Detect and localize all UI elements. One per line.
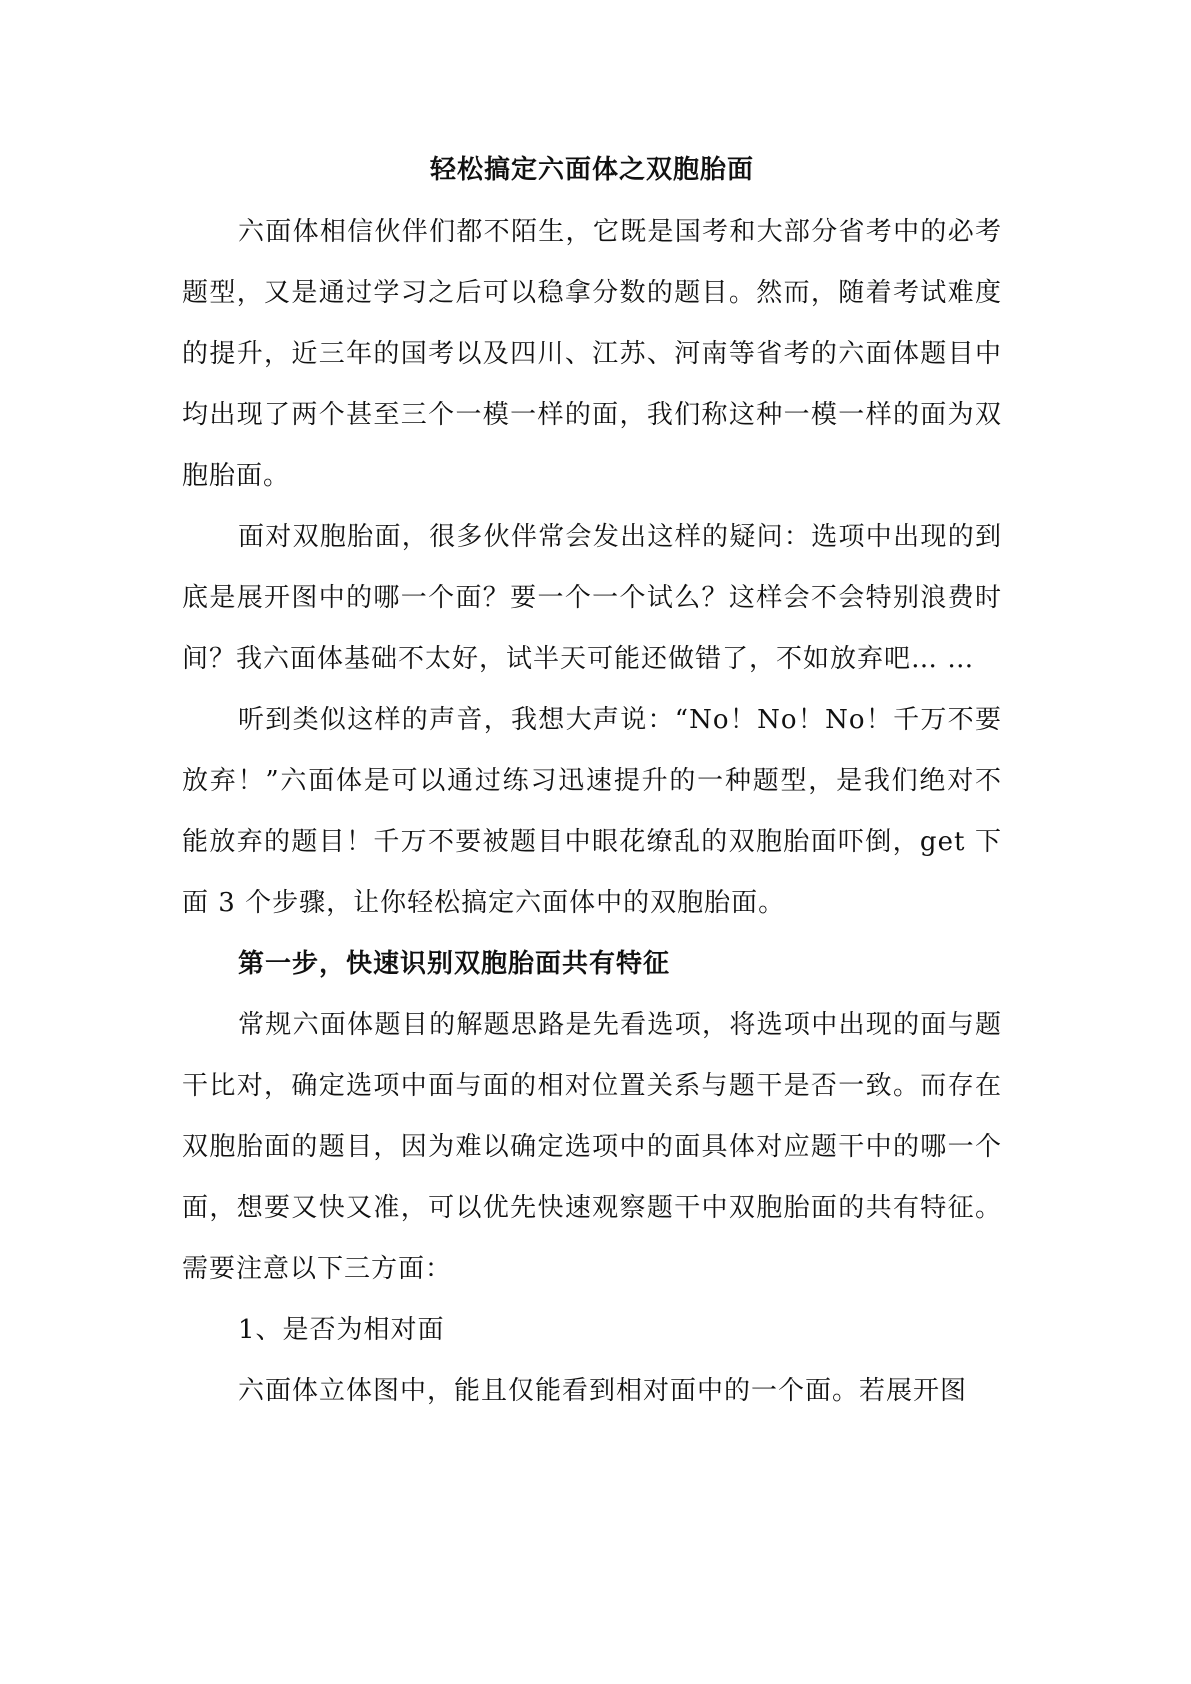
paragraph-questions: 面对双胞胎面，很多伙伴常会发出这样的疑问：选项中出现的到底是展开图中的哪一个面？要一个一个试么？这样会不会特别浪费时间？我六面体基础不太好，试半天可能还做错了，不如放弃吧… … [182, 522, 1002, 674]
section-heading-step-one: 第一步，快速识别双胞胎面共有特征 [238, 949, 671, 979]
paragraph-opposite-face: 六面体立体图中，能且仅能看到相对面中的一个面。若展开图 [238, 1376, 968, 1406]
paragraph-intro: 六面体相信伙伴们都不陌生，它既是国考和大部分省考中的必考题型，又是通过学习之后可以稳拿分数的题目。然而，随着考试难度的提升，近三年的国考以及四川、江苏、河南等省考的六面体题目中均出现了两个甚至三个一模一样的面，我们称这种一模一样的面为双胞胎面。 [182, 217, 1002, 491]
paragraph-step-one: 常规六面体题目的解题思路是先看选项，将选项中出现的面与题干比对，确定选项中面与面的相对位置关系与题干是否一致。而存在双胞胎面的题目，因为难以确定选项中的面具体对应题干中的哪一个面，想要又快又准，可以优先快速观察题干中双胞胎面的共有特征。需要注意以下三方面： [182, 1010, 1002, 1284]
document-body [182, 150, 1002, 1422]
paragraph-encouragement: 听到类似这样的声音，我想大声说：“No！No！No！千万不要放弃！”六面体是可以通过练习迅速提升的一种题型，是我们绝对不能放弃的题目！千万不要被题目中眼花缭乱的双胞胎面吓倒，get 下面 3 个步骤，让你轻松搞定六面体中的双胞胎面。 [182, 705, 1002, 918]
subheading-opposite-face: 1、是否为相对面 [238, 1315, 445, 1345]
page-title: 轻松搞定六面体之双胞胎面 [429, 155, 754, 185]
